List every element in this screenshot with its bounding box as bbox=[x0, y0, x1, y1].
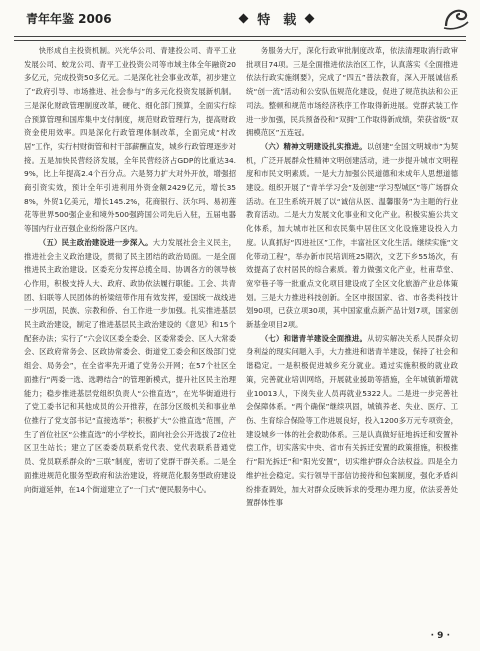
diamond-right-icon bbox=[305, 13, 315, 23]
right-column bbox=[246, 44, 458, 630]
left-column bbox=[24, 44, 236, 630]
page-header bbox=[10, 0, 470, 36]
section-heading: （七）和谐青羊建设全面推进。 bbox=[260, 333, 368, 343]
paragraph: 务服务大厅，深化行政审批制度改革，依法清理取消行政审批项目74项。三是全面推进依法治区工作，认真落实《全面推进依法行政实施纲要》，完成了“四五”普法教育，深入开展诚信系统“创一流”活动和公安队伍规范化建设，促进了规范执法和公正司法。整顿和规范市场经济秩序工作取得新进展。党群武装工作进一步加强，民兵预备役和“双拥”工作取得新成绩，荣获省级“双拥模范区”五连冠。 bbox=[246, 46, 458, 138]
diamond-left-icon bbox=[239, 13, 249, 23]
header-rule bbox=[14, 36, 466, 41]
section-title-group bbox=[240, 9, 313, 28]
paragraph bbox=[246, 332, 458, 510]
paragraph-text: 大力发展社会主义民主，推进社会主义政治建设，贯彻了民主团结的政治局面。一是全面推进民主政治建设。区委充分发挥总揽全局、协调各方的领导核心作用，积极支持人大、政府、政协依法履行职能。工会、共青团、妇联等人民团体的桥梁纽带作用有效发挥，爱国统一战线进一步巩固，民族、宗教和侨、台工作进一步加强。扎实推进基层民主政治建设，制定了推进基层民主政治建设的《意见》和15个配套办法；实行了“六会议区委全委会、区委常委会、区人大常委会、区政府常务会、区政协常委会、街道党工委会和区级部门党组会、局务会”，在全省率先开通了党务公开网；在57个社区全面推行“两委一选、选聘结合”的管理新模式，提升社区民主治理能力；稳步推进基层党组织负责人“公推直选”，在光华街道进行了党工委书记和其他成员的公开推荐，在部分区级机关和事业单位推行了党支部书记“直接选举”；积极扩大“公推直选”范围，产生了首位社区“公推直选”的小学校长，面向社会公开选拔了2位社区卫生站长；建立了区委委员联系党代表、党代表联系普通党员、党员联系群众的“三联”制度，密切了党群干群关系。二是全面推进规范化服务型政府和法治建设，将规范化服务型政府建设向街道延伸，在14个街道建立了“一门式”便民服务中心。 bbox=[24, 237, 236, 494]
page-number: · 9 · bbox=[430, 631, 450, 641]
paragraph: 快形成自主投资机制。兴光华公司、青建投公司、青平工业发展公司、蛟龙公司、青平工业投资公司等市域主体全年融资20多亿元，完成投资50多亿元。二是深化社会事业改革，初步建立了“政府引导、市场推进、社会参与”的多元化投资发展新机制。三是深化财政管理制度改革，硬化、细化部门预算，全面实行综合预算管理和国库集中支付制度，规范财政管理行为，提高财政资金使用效率。四是深化行政管理体制改革，全面完成“村改居”工作，实行村财街管和村干部薪酬直发，城乡行政管理逐步对接。五是加快民营经济发展，全年民营经济占GDP的比重达34.9%，比上年提高2.4个百分点。六是努力扩大对外开放，增强招商引资实效，预计全年引进利用外资金额2429亿元，增长358%，外贸1亿美元，增长145.2%，花商银行、沃尔玛、易初莲花等世界500强企业和境外500强跨国公司先后入驻，五届电器等国内行业百强企业纷纷落户区内。 bbox=[24, 46, 236, 234]
journal-title: 青年年鉴 2006 bbox=[26, 11, 112, 26]
paragraph bbox=[24, 236, 236, 496]
section-heading: （五）民主政治建设进一步深入。 bbox=[38, 237, 153, 247]
swirl-emblem-icon bbox=[442, 4, 470, 32]
paragraph-text: 以创建“全国文明城市”为契机，广泛开展群众性精神文明创建活动，进一步提升城市文明程度和市民文明素质。一是大力加强公民道德和未成年人思想道德建设。组织开展了“青羊学习会”及创建“学习型城区”等广场群众活动。在卫生系统开展了以“诚信从医、温馨服务”为主题的行业教育活动。二是大力发展文化事业和文化产业。积极实施公共文化体系，加大城市社区和农民集中居住区文化设施建设投入力度。认真抓好“四进社区”工作，丰富社区文化生活。继续实施“文化带动工程”，举办新市民培训班25期次，文艺下乡55场次，有效提高了农村居民的综合素质。着力做强文化产业，杜甫草堂、宽窄巷子等一批重点文化项目建设成了全区文化旅游产业总体策划。三是大力推进科技创新。全区申报国家、省、市各类科技计划90项，已获立项30项，其中国家重点新产品计划7项，国家创新基金项目2项。 bbox=[246, 141, 458, 330]
paragraph bbox=[246, 140, 458, 332]
section-title: 特 载 bbox=[257, 12, 297, 28]
section-heading: （六）精神文明建设扎实推进。 bbox=[260, 141, 367, 151]
paragraph-text: 从切实解决关系人民群众切身利益的现实问题入手，大力推进和谐青羊建设，保持了社会和谐稳定。一是积极促进城乡充分就业。通过实施积极的就业政策，完善就业培训网络，开展就业援助等措施，全年城镇新增就业10013人，下岗失业人员再就业5322人。二是进一步完善社会保障体系。“两个确保”继续巩固，城镇养老、失业、医疗、工伤、生育综合保险等工作进展良好，投入1200多万元专项资金，建设城乡一体的社会救助体系。三是认真做好征地拆迁和安置补偿工作，切实落实中央、省市有关拆迁安置的政策措施，积极推行“阳光拆迁”和“阳光安置”，切实维护群众合法权益。四是全力维护社会稳定。实行领导干部信访接待和包案制度，强化矛盾纠纷排查调处，加大对群众反映诉求的受理办理力度，依法妥善处置群体性事 bbox=[246, 333, 458, 508]
